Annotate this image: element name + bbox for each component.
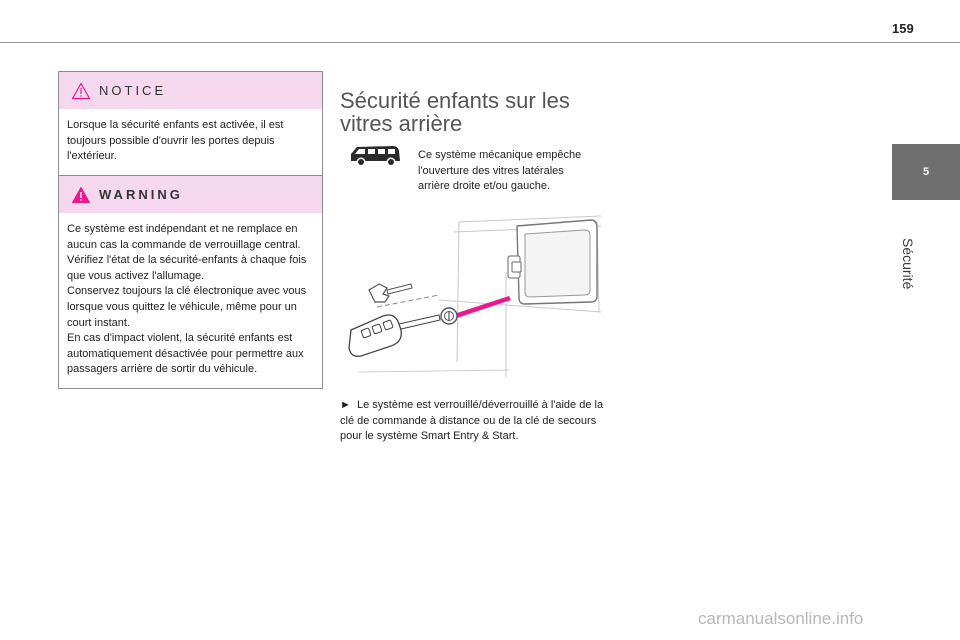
chapter-title — [890, 200, 960, 300]
notice-box — [58, 71, 323, 176]
key-turning-window-lock-illustration — [339, 212, 604, 382]
warning-box — [58, 175, 323, 389]
warning-paragraph: Conservez toujours la clé électronique avec vous lorsque vous quittez le véhicule, même pour un court instant. — [67, 285, 307, 329]
intro-text: Ce système mécanique empêche l'ouverture des vitres latérales arrière droite et/ou gauche. — [418, 149, 582, 193]
warning-paragraph: Ce système est indépendant et ne remplace en aucun cas la commande de verrouillage central. — [67, 223, 301, 251]
bullet-text-content: Le système est verrouillé/déverrouillé à l'aide de la clé de commande à distance ou de la clé de secours pour le système Smart Entry & Start. — [340, 399, 604, 443]
warning-header — [59, 176, 322, 213]
caution-triangle-outline-icon — [71, 82, 91, 100]
notice-title: NOTICE — [99, 83, 167, 98]
section-title: Sécurité enfants sur les vitres arrière — [340, 88, 570, 137]
warning-paragraph: En cas d'impact violent, la sécurité enfants est automatiquement désactivée pour permettre aux passagers arrière de sortir du véhicule. — [67, 332, 304, 376]
chapter-title-text: Sécurité — [900, 238, 916, 290]
footer-watermark[interactable]: carmanualsonline.info — [698, 609, 864, 628]
caution-triangle-filled-icon — [71, 186, 91, 204]
notice-body — [59, 109, 322, 175]
warning-title: WARNING — [99, 187, 183, 202]
bullet-text — [340, 398, 610, 445]
header-divider — [0, 42, 960, 43]
page-number: 159 — [892, 21, 914, 36]
notice-text: Lorsque la sécurité enfants est activée, il est toujours possible d'ouvrir les portes depuis l'extérieur. — [67, 119, 284, 163]
van-side-icon — [349, 142, 403, 168]
bullet-arrow-icon: ► — [340, 399, 351, 411]
warning-body — [59, 213, 322, 388]
notice-header — [59, 72, 322, 109]
chapter-number-tab[interactable]: 5 — [892, 144, 960, 200]
warning-paragraph: Vérifiez l'état de la sécurité-enfants à chaque fois que vous activez l'allumage. — [67, 254, 307, 282]
